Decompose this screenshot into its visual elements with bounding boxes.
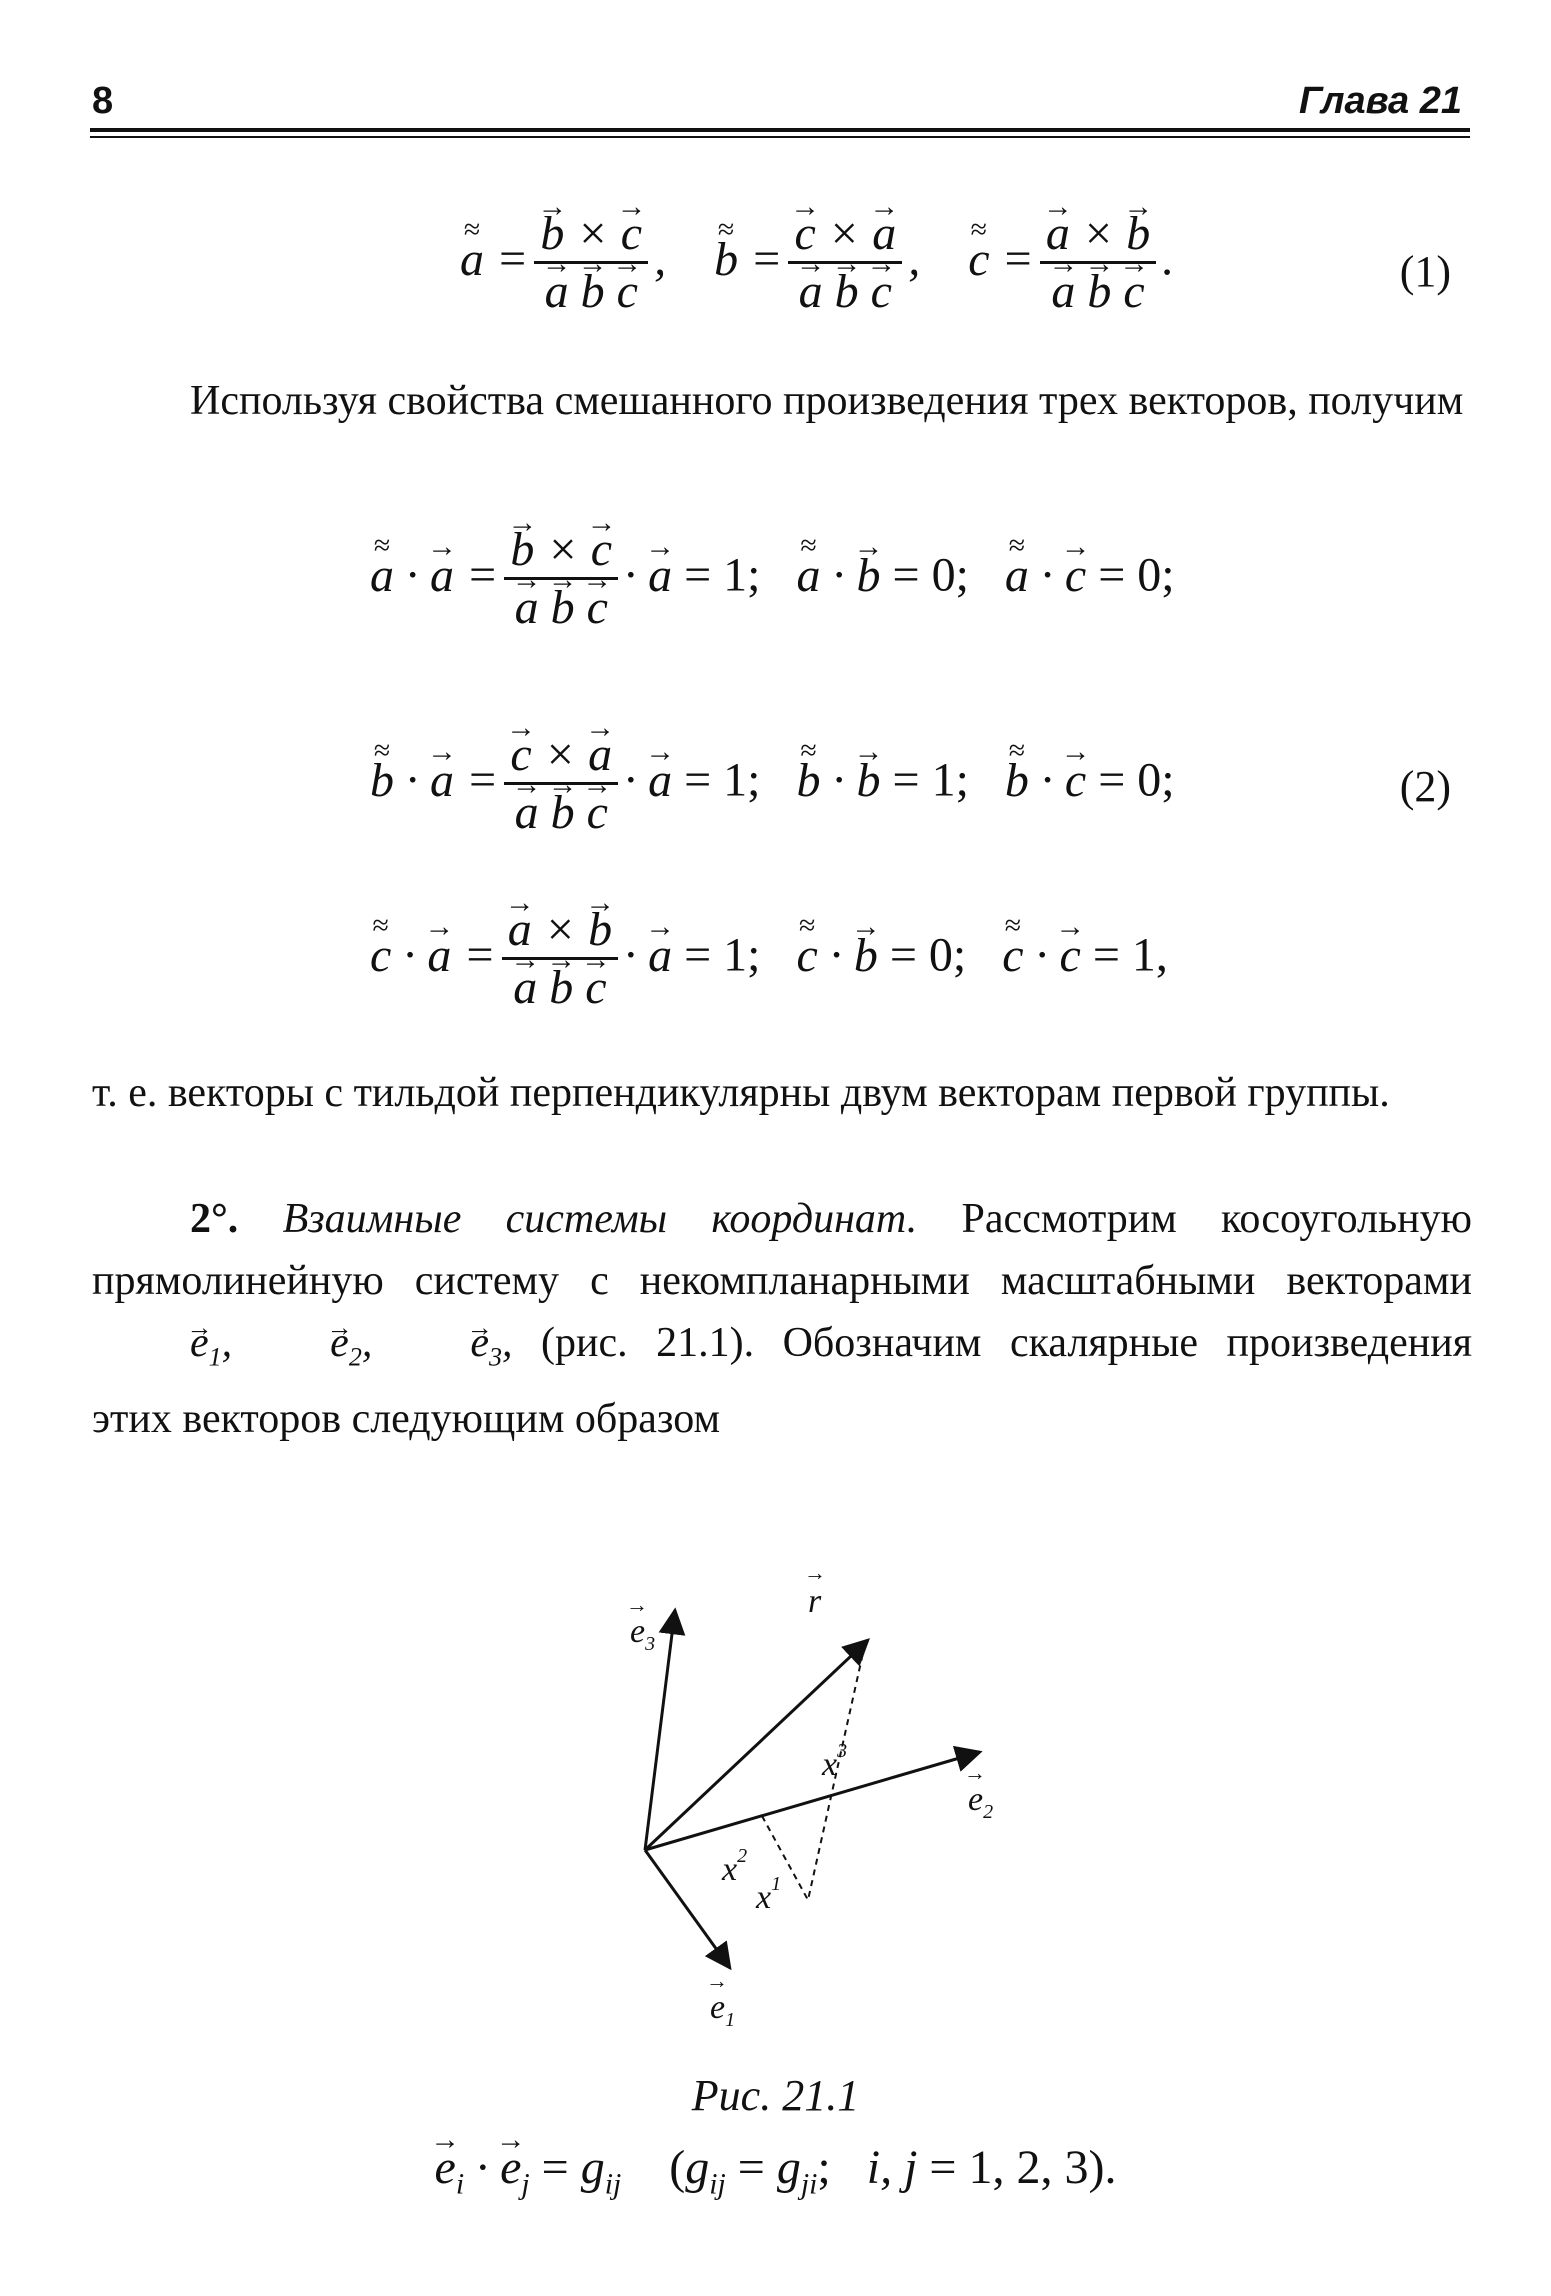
equation-2-row-3: ≈ c · → a = → a × → b → a → b → c · → a = 1; ≈ c · → b = 0; ≈ c · → c = 1, bbox=[0, 900, 1551, 1030]
svg-text:→: → bbox=[964, 1760, 986, 1785]
label-x3: $x^3$ bbox=[822, 1740, 848, 1783]
equation-2-row-2: ≈ b · → a = → c × → a → a → b → c · → a = 1; ≈ b · → b = 1; ≈ b · → c = 0; (2) bbox=[0, 725, 1551, 855]
svg-text:→: → bbox=[626, 1592, 648, 1617]
section-title: Взаимные системы координат. bbox=[282, 1196, 918, 1242]
svg-text:→: → bbox=[804, 1560, 826, 1585]
svg-text:→: → bbox=[706, 1968, 728, 1993]
page-header bbox=[90, 80, 1470, 136]
paragraph-text: (рис. 21.1). Обозначим скалярные произведения этих векторов следующим образом bbox=[92, 1320, 1473, 1443]
equation-2-row-1: ≈ a · → a = → b × → c → a → b → c · → a = 1; ≈ a · → b = 0; ≈ a · → c = 0; bbox=[0, 520, 1551, 650]
label-r: r bbox=[808, 1583, 822, 1620]
paragraph: т. е. векторы с тильдой перпендикулярны двум векторам первой группы. bbox=[92, 1070, 1390, 1116]
label-e3: $e_3$ bbox=[630, 1613, 656, 1655]
metric-equation: → $e_i$ · → $e_j = g_{ij}$ ($g_{ij} = g_{ji}$; i, j = 1, 2, 3). bbox=[0, 2140, 1551, 2202]
equation-1: ≈ a = → b × → c → a → b → c , ≈ b = → c × → a → a → b → c , ≈ c = → a × → b → a → b → c . (1) bbox=[0, 200, 1551, 330]
page-number: 8 bbox=[92, 80, 114, 122]
header-rule-thin bbox=[90, 136, 1470, 138]
label-e2: $e_2$ bbox=[968, 1781, 994, 1823]
figure-vectors bbox=[560, 1560, 1040, 2040]
paragraph-text: Рассмотрим косоугольную прямолинейную систему с некомпланарными масштабными векторами bbox=[92, 1196, 1473, 1304]
label-x2: $x^2$ bbox=[722, 1845, 748, 1888]
basis-vectors: → $e_1,\to e_2,\to e_3$, bbox=[92, 1320, 513, 1366]
paragraph-section-2 bbox=[92, 1188, 1472, 1450]
equation-number: (1) bbox=[1399, 247, 1451, 296]
equation-number: (2) bbox=[1399, 762, 1451, 811]
e1-axis bbox=[645, 1850, 730, 1968]
label-e1: $e_1$ bbox=[710, 1989, 736, 2031]
chapter-title: Глава 21 bbox=[1298, 80, 1462, 122]
header-rule bbox=[90, 128, 1470, 132]
label-x1: $x^1$ bbox=[756, 1873, 782, 1916]
figure-caption: Рис. 21.1 bbox=[691, 2071, 860, 2120]
section-number: 2°. bbox=[190, 1196, 239, 1242]
paragraph: Используя свойства смешанного произведения трех векторов, получим bbox=[190, 378, 1464, 424]
